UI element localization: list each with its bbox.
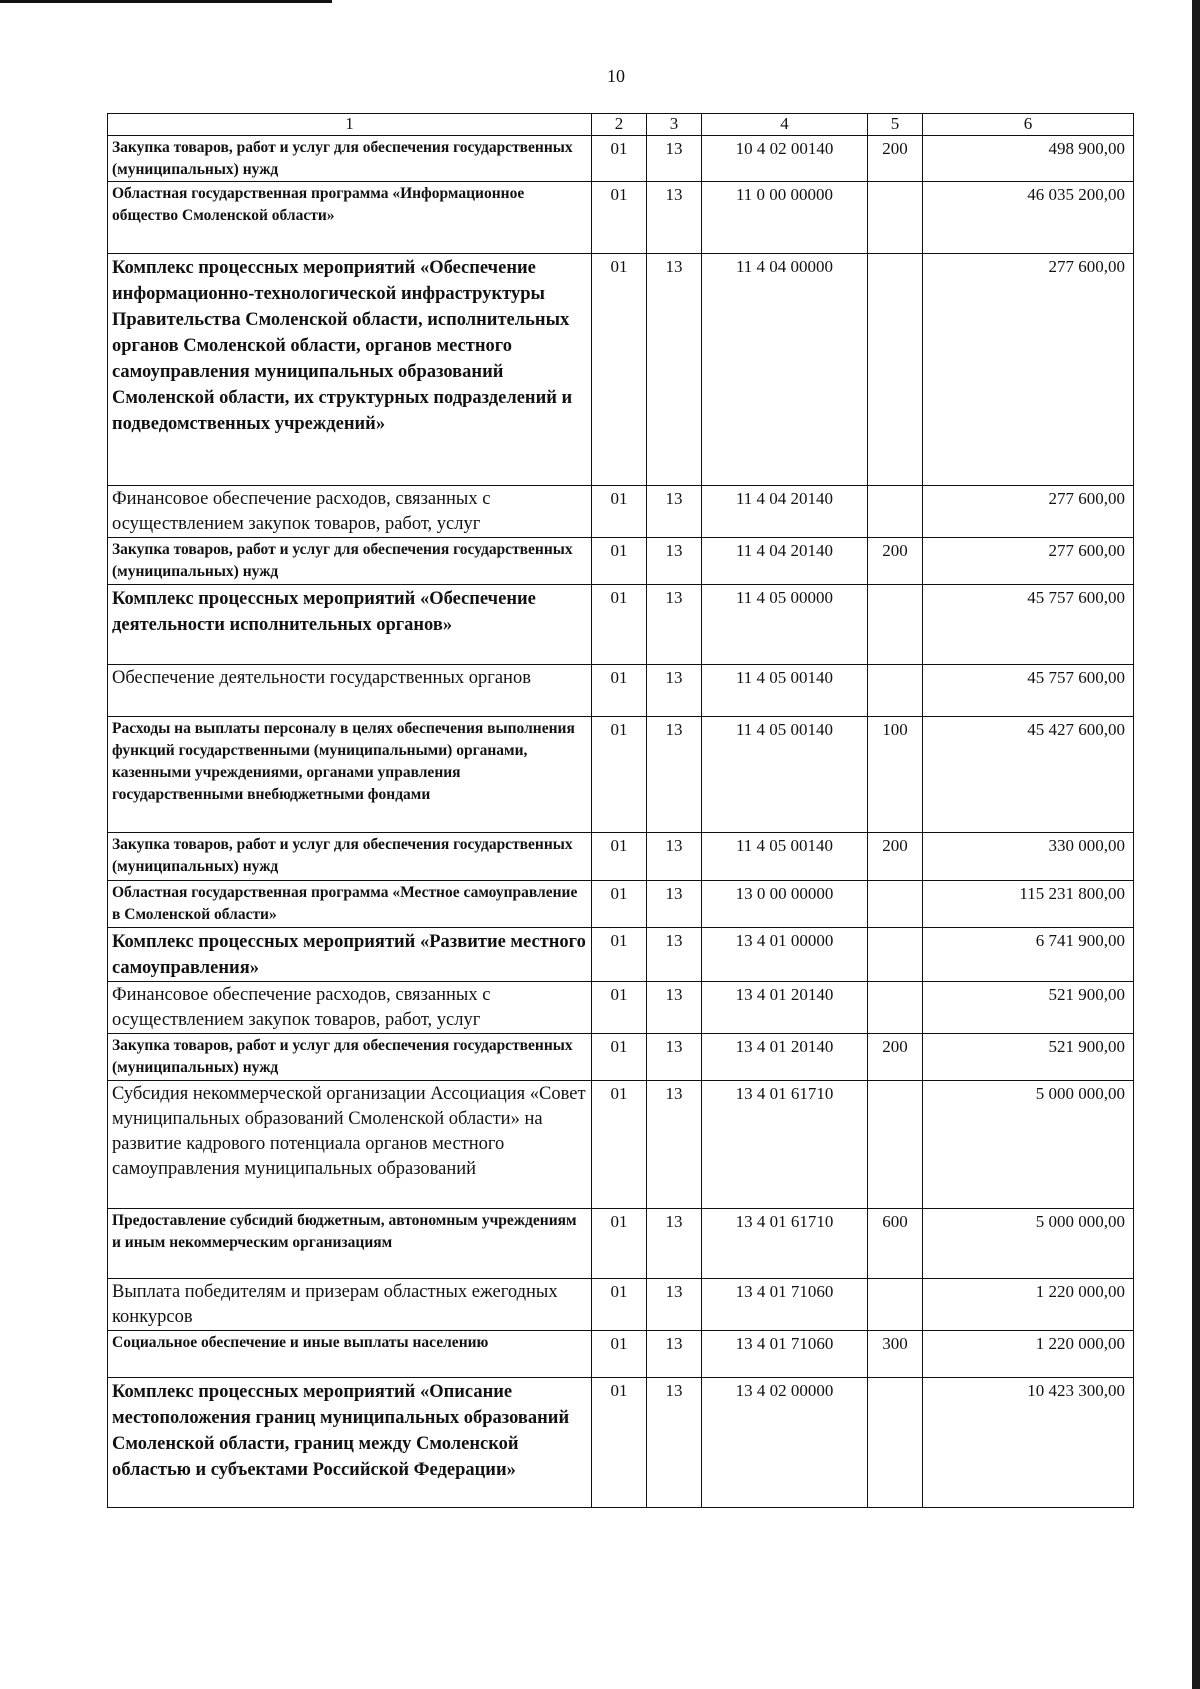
cell-section: 01 xyxy=(592,136,647,182)
scan-edge-shadow xyxy=(1192,0,1200,1689)
table-row xyxy=(108,1034,1134,1081)
cell-target-code: 13 4 01 20140 xyxy=(702,982,868,1034)
row-description: Областная государственная программа «Местное самоуправление в Смоленской области» xyxy=(108,881,592,928)
column-header: 2 xyxy=(592,114,647,136)
row-description: Закупка товаров, работ и услуг для обеспечения государственных (муниципальных) нужд xyxy=(108,833,592,881)
cell-amount: 498 900,00 xyxy=(923,136,1134,182)
row-description: Финансовое обеспечение расходов, связанных с осуществлением закупок товаров, работ, услуг xyxy=(108,982,592,1034)
cell-expense-type: 300 xyxy=(868,1331,923,1378)
cell-amount: 1 220 000,00 xyxy=(923,1331,1134,1378)
cell-section: 01 xyxy=(592,1331,647,1378)
row-description: Закупка товаров, работ и услуг для обеспечения государственных (муниципальных) нужд xyxy=(108,1034,592,1081)
table-row xyxy=(108,1209,1134,1279)
cell-section: 01 xyxy=(592,928,647,982)
table-row xyxy=(108,928,1134,982)
row-description: Социальное обеспечение и иные выплаты населению xyxy=(108,1331,592,1378)
table-row xyxy=(108,1081,1134,1209)
cell-subsection: 13 xyxy=(647,254,702,486)
cell-section: 01 xyxy=(592,1034,647,1081)
table-row xyxy=(108,486,1134,538)
cell-expense-type: 200 xyxy=(868,1034,923,1081)
row-description: Закупка товаров, работ и услуг для обеспечения государственных (муниципальных) нужд xyxy=(108,538,592,585)
cell-target-code: 11 4 05 00000 xyxy=(702,585,868,665)
row-description: Выплата победителям и призерам областных ежегодных конкурсов xyxy=(108,1279,592,1331)
cell-section: 01 xyxy=(592,833,647,881)
cell-section: 01 xyxy=(592,254,647,486)
cell-target-code: 13 4 01 00000 xyxy=(702,928,868,982)
cell-target-code: 11 4 05 00140 xyxy=(702,665,868,717)
budget-table xyxy=(107,113,1134,1508)
table-row xyxy=(108,182,1134,254)
cell-section: 01 xyxy=(592,1209,647,1279)
cell-subsection: 13 xyxy=(647,1081,702,1209)
row-description: Субсидия некоммерческой организации Ассоциация «Совет муниципальных образований Смоленской области» на развитие кадрового потенциала органов местного самоуправления муниципальных образований xyxy=(108,1081,592,1209)
row-description: Областная государственная программа «Информационное общество Смоленской области» xyxy=(108,182,592,254)
row-description: Предоставление субсидий бюджетным, автономным учреждениям и иным некоммерческим организациям xyxy=(108,1209,592,1279)
cell-amount: 5 000 000,00 xyxy=(923,1209,1134,1279)
cell-target-code: 13 4 01 20140 xyxy=(702,1034,868,1081)
cell-expense-type xyxy=(868,1279,923,1331)
cell-subsection: 13 xyxy=(647,833,702,881)
table-row xyxy=(108,833,1134,881)
cell-expense-type xyxy=(868,182,923,254)
cell-expense-type: 200 xyxy=(868,833,923,881)
cell-section: 01 xyxy=(592,1279,647,1331)
cell-subsection: 13 xyxy=(647,136,702,182)
column-header: 1 xyxy=(108,114,592,136)
cell-subsection: 13 xyxy=(647,1279,702,1331)
cell-expense-type xyxy=(868,1378,923,1508)
cell-amount: 10 423 300,00 xyxy=(923,1378,1134,1508)
cell-expense-type: 200 xyxy=(868,538,923,585)
cell-target-code: 13 4 01 61710 xyxy=(702,1209,868,1279)
row-description: Закупка товаров, работ и услуг для обеспечения государственных (муниципальных) нужд xyxy=(108,136,592,182)
cell-target-code: 11 0 00 00000 xyxy=(702,182,868,254)
cell-amount: 277 600,00 xyxy=(923,254,1134,486)
cell-target-code: 11 4 05 00140 xyxy=(702,717,868,833)
cell-amount: 521 900,00 xyxy=(923,1034,1134,1081)
cell-target-code: 13 4 01 71060 xyxy=(702,1279,868,1331)
cell-amount: 115 231 800,00 xyxy=(923,881,1134,928)
cell-section: 01 xyxy=(592,1081,647,1209)
table-header-row xyxy=(108,114,1134,136)
cell-subsection: 13 xyxy=(647,1034,702,1081)
cell-expense-type xyxy=(868,881,923,928)
table-row xyxy=(108,538,1134,585)
table-row xyxy=(108,717,1134,833)
cell-expense-type xyxy=(868,1081,923,1209)
cell-expense-type xyxy=(868,254,923,486)
row-description: Обеспечение деятельности государственных органов xyxy=(108,665,592,717)
table-row xyxy=(108,665,1134,717)
cell-amount: 45 427 600,00 xyxy=(923,717,1134,833)
row-description: Комплекс процессных мероприятий «Описание местоположения границ муниципальных образований Смоленской области, границ между Смоленской областью и субъектами Российской Федерации» xyxy=(108,1378,592,1508)
cell-subsection: 13 xyxy=(647,1378,702,1508)
row-description: Комплекс процессных мероприятий «Обеспечение деятельности исполнительных органов» xyxy=(108,585,592,665)
cell-expense-type xyxy=(868,585,923,665)
table-row xyxy=(108,1331,1134,1378)
column-header: 6 xyxy=(923,114,1134,136)
cell-amount: 45 757 600,00 xyxy=(923,585,1134,665)
table-row xyxy=(108,254,1134,486)
column-header: 4 xyxy=(702,114,868,136)
top-rule xyxy=(0,0,332,3)
cell-subsection: 13 xyxy=(647,881,702,928)
cell-target-code: 11 4 04 20140 xyxy=(702,486,868,538)
cell-subsection: 13 xyxy=(647,538,702,585)
row-description: Комплекс процессных мероприятий «Обеспечение информационно-технологической инфраструктуры Правительства Смоленской области, исполнительных органов Смоленской области, органов местного самоуправления муниципальных образований Смоленской области, их структурных подразделений и подведомственных учреждений» xyxy=(108,254,592,486)
cell-amount: 46 035 200,00 xyxy=(923,182,1134,254)
cell-section: 01 xyxy=(592,982,647,1034)
cell-expense-type xyxy=(868,486,923,538)
cell-expense-type: 100 xyxy=(868,717,923,833)
cell-amount: 6 741 900,00 xyxy=(923,928,1134,982)
cell-amount: 521 900,00 xyxy=(923,982,1134,1034)
table-row xyxy=(108,585,1134,665)
cell-amount: 277 600,00 xyxy=(923,538,1134,585)
cell-section: 01 xyxy=(592,881,647,928)
cell-subsection: 13 xyxy=(647,1209,702,1279)
row-description: Комплекс процессных мероприятий «Развитие местного самоуправления» xyxy=(108,928,592,982)
cell-section: 01 xyxy=(592,717,647,833)
cell-amount: 330 000,00 xyxy=(923,833,1134,881)
cell-section: 01 xyxy=(592,585,647,665)
cell-target-code: 11 4 05 00140 xyxy=(702,833,868,881)
cell-subsection: 13 xyxy=(647,717,702,833)
cell-section: 01 xyxy=(592,538,647,585)
cell-amount: 45 757 600,00 xyxy=(923,665,1134,717)
cell-section: 01 xyxy=(592,1378,647,1508)
cell-amount: 1 220 000,00 xyxy=(923,1279,1134,1331)
column-header: 5 xyxy=(868,114,923,136)
table-row xyxy=(108,982,1134,1034)
cell-section: 01 xyxy=(592,665,647,717)
cell-target-code: 11 4 04 20140 xyxy=(702,538,868,585)
cell-expense-type xyxy=(868,928,923,982)
table-row xyxy=(108,136,1134,182)
cell-amount: 5 000 000,00 xyxy=(923,1081,1134,1209)
cell-subsection: 13 xyxy=(647,486,702,538)
cell-expense-type: 600 xyxy=(868,1209,923,1279)
cell-target-code: 13 4 01 71060 xyxy=(702,1331,868,1378)
cell-target-code: 11 4 04 00000 xyxy=(702,254,868,486)
cell-expense-type xyxy=(868,982,923,1034)
cell-target-code: 13 4 01 61710 xyxy=(702,1081,868,1209)
table-row xyxy=(108,1378,1134,1508)
cell-section: 01 xyxy=(592,182,647,254)
cell-subsection: 13 xyxy=(647,182,702,254)
cell-target-code: 10 4 02 00140 xyxy=(702,136,868,182)
cell-subsection: 13 xyxy=(647,982,702,1034)
cell-target-code: 13 0 00 00000 xyxy=(702,881,868,928)
cell-subsection: 13 xyxy=(647,585,702,665)
cell-subsection: 13 xyxy=(647,1331,702,1378)
cell-subsection: 13 xyxy=(647,665,702,717)
cell-expense-type: 200 xyxy=(868,136,923,182)
table-row xyxy=(108,1279,1134,1331)
cell-amount: 277 600,00 xyxy=(923,486,1134,538)
column-header: 3 xyxy=(647,114,702,136)
cell-target-code: 13 4 02 00000 xyxy=(702,1378,868,1508)
row-description: Расходы на выплаты персоналу в целях обеспечения выполнения функций государственными (муниципальными) органами, казенными учреждениями, органами управления государственными внебюджетными фондами xyxy=(108,717,592,833)
cell-subsection: 13 xyxy=(647,928,702,982)
row-description: Финансовое обеспечение расходов, связанных с осуществлением закупок товаров, работ, услуг xyxy=(108,486,592,538)
cell-section: 01 xyxy=(592,486,647,538)
cell-expense-type xyxy=(868,665,923,717)
table-row xyxy=(108,881,1134,928)
page-number: 10 xyxy=(607,66,625,86)
